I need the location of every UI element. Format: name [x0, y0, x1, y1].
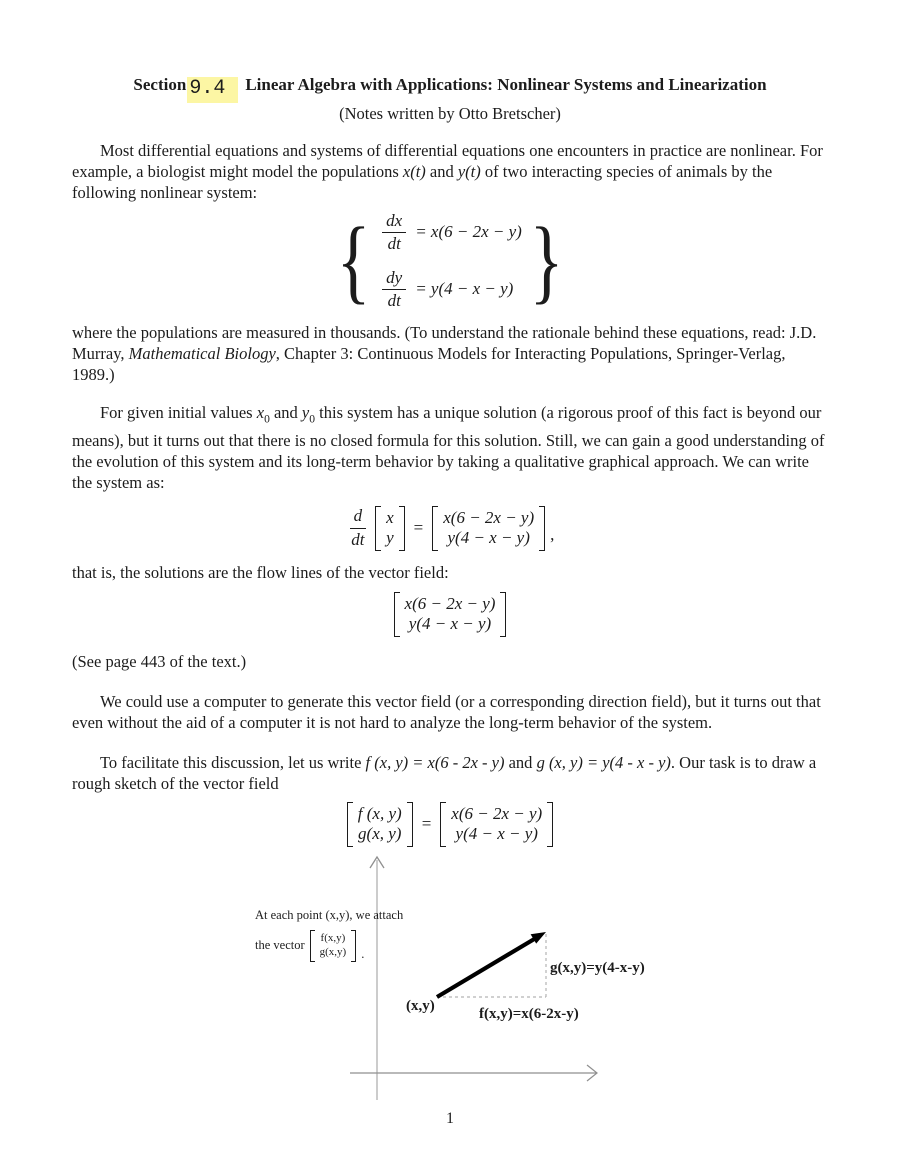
p1-math-yt: y(t) [457, 162, 481, 181]
right-curly-brace: } [529, 208, 564, 313]
p3-run: For given initial values [100, 403, 257, 422]
p7-run: To facilitate this discussion, let us write [100, 753, 366, 773]
p1-run: and [425, 162, 458, 181]
point-label: (x,y) [406, 998, 435, 1015]
system-row-1-rhs: = x(6 − 2x − y) [415, 222, 522, 242]
p1-run: Most differential equations and systems of differential equations one encounters in practice are nonlinear. For example, a biologist might model the populations [72, 141, 823, 181]
paragraph-see-page: (See page 443 of the text.) [72, 652, 247, 672]
subtitle: (Notes written by Otto Bretscher) [339, 104, 561, 123]
system-row-2-rhs: = y(4 − x − y) [415, 279, 514, 299]
section-label: Section [133, 75, 187, 94]
p3-run: and [269, 403, 302, 422]
title-block [72, 0, 828, 124]
matrix-xy: x y [375, 506, 405, 551]
equation-system [72, 209, 828, 313]
matrix-right-bracket [539, 506, 545, 551]
p3-y-sub: 0 [309, 413, 316, 426]
matrix-left-bracket [432, 506, 438, 551]
p3-run: this system has a unique solution (a rigorous proof of this fact is beyond our means), but it turns out that there is no closed formula for this solution. Still, we can gain a good understanding of the evolution of this system and its long-term behavior by taking a qualitative graphical approach. We can write the system as: [72, 403, 825, 493]
p2-run: where the populations are measured in thousands. (To understand the rationale behind these equations, read: J.D. Murray, [72, 323, 817, 363]
matrix-fg: f (x, y) g(x, y) [347, 802, 413, 847]
matrix-vector-field: x(6 − 2x − y) y(4 − x − y) [440, 802, 553, 847]
matrix-vector-field: x(6 − 2x − y) y(4 − x − y) [394, 592, 507, 637]
f-component-label: f(x,y)=x(6-2x-y) [479, 1006, 579, 1023]
g-component-label: g(x,y)=y(4-x-y) [550, 960, 645, 977]
p1-math-xt: x(t) [402, 162, 426, 181]
trailing-comma: , [550, 525, 555, 545]
p2-book-title: Mathematical Biology [128, 344, 276, 363]
p7-run: . Our task is to draw a rough sketch of the vector field [72, 753, 817, 794]
annotation-matrix: f(x,y) g(x,y) [310, 930, 357, 961]
matrix-right-bracket [500, 592, 506, 637]
p7-g-def: g (x, y) = y(4 - x - y) [536, 753, 671, 773]
annotation-line2 [255, 930, 364, 961]
matrix-vector-field: x(6 − 2x − y) y(4 − x − y) [432, 506, 545, 551]
page-title [72, 74, 828, 103]
system-row-2 [378, 268, 522, 312]
matrix-left-bracket [394, 592, 400, 637]
fraction-dydt: $\frac{dy}{dt}$ [382, 268, 406, 312]
p3-x-sub: 0 [264, 413, 270, 426]
section-number-highlight: 9.4 [187, 77, 238, 103]
fraction-dxdt: $\frac{dx}{dt}$ [382, 211, 406, 255]
vector-arrow [437, 938, 536, 997]
matrix-left-bracket [310, 930, 315, 961]
p7-run: and [504, 753, 537, 773]
p2-run: , Chapter 3: Continuous Models for Interacting Populations, Springer-Verlag, 1989.) [72, 344, 786, 384]
paragraph-flow-lines: that is, the solutions are the flow lines of the vector field: [72, 563, 449, 583]
page-number: 1 [446, 1110, 454, 1128]
paragraph-initial-values [72, 402, 828, 493]
paragraph-populations [72, 322, 828, 385]
paragraph-facilitate [72, 752, 828, 794]
paragraph-computer: We could use a computer to generate this vector field (or a corresponding direction field), but it turns out that even without the aid of a computer it is not hard to analyze the long-term behavior of the system. [72, 692, 821, 733]
matrix-right-bracket [399, 506, 405, 551]
diagram-canvas [0, 854, 900, 1106]
title-text: Linear Algebra with Applications: Nonlinear Systems and Linearization [245, 75, 767, 94]
annotation-line1: At each point (x,y), we attach [255, 908, 404, 923]
p7-f-def: f (x, y) = x(6 - 2x - y) [365, 753, 505, 773]
annotation-period: . [361, 946, 365, 961]
p3-y: y [301, 403, 310, 422]
equation-matrix-form [72, 501, 828, 555]
matrix-left-bracket [440, 802, 446, 847]
matrix-right-bracket [407, 802, 413, 847]
equation-vector-field [72, 589, 828, 639]
p3-x: x [256, 403, 265, 422]
fraction-ddt: $\frac{d}{dt}$ [351, 506, 365, 549]
paragraph-intro [72, 140, 828, 203]
vector-field-diagram [0, 854, 900, 1106]
matrix-left-bracket [375, 506, 381, 551]
left-curly-brace: { [336, 208, 371, 313]
equals-sign: = [413, 518, 424, 538]
equals-sign: = [421, 814, 432, 834]
matrix-right-bracket [547, 802, 553, 847]
system-rows [378, 211, 522, 312]
annotation-prefix: the vector [255, 938, 305, 953]
equation-fg [72, 798, 828, 850]
p1-run: of two interacting species of animals by the following nonlinear system: [72, 162, 773, 202]
matrix-left-bracket [347, 802, 353, 847]
matrix-right-bracket [351, 930, 356, 961]
system-row-1 [378, 211, 522, 255]
